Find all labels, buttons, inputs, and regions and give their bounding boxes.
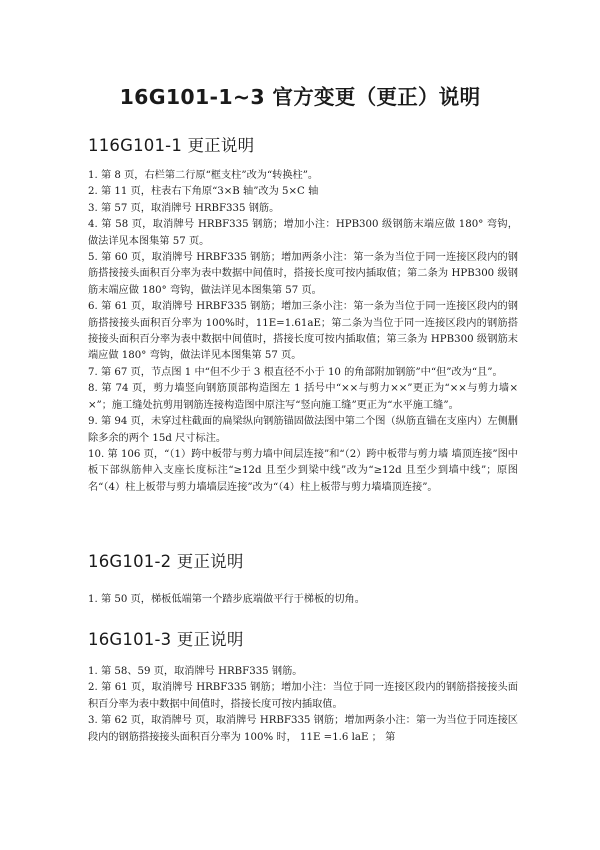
correction-item: 4. 第 58 页，取消牌号 HRBF335 钢筋；增加小注：HPB300 级钢筋末端应做 180° 弯钩，做法详见本图集第 57 页。 — [88, 219, 518, 247]
correction-item: 9. 第 94 页，未穿过柱截面的扁梁纵向钢筋锚固做法图中第二个图（纵筋直锚在支座内）左侧删除多余的两个 15d 尺寸标注。 — [88, 416, 518, 444]
correction-item: 1. 第 58、59 页，取消牌号 HRBF335 钢筋。 — [88, 666, 303, 677]
correction-item: 7. 第 67 页，节点图 1 中“但不少于 3 根直径不小于 10 的角部附加钢筋”中“但”改为“且”。 — [88, 366, 503, 378]
correction-list-16g101-3 — [88, 664, 518, 746]
correction-item: 3. 第 62 页，取消牌号 页，取消牌号 HRBF335 钢筋；增加两条小注：第一为当位于同连接区段内的钢筋搭接接头面积百分率为 100% 时， 11E =1.6 laE ； 第 — [88, 715, 518, 743]
section-heading-16g101-1: 116G101-1 更正说明 — [88, 136, 255, 155]
correction-item: 1. 第 50 页，梯板低端第一个踏步底端做平行于梯板的切角。 — [88, 594, 365, 605]
correction-item: 3. 第 57 页，取消牌号 HRBF335 钢筋。 — [88, 202, 280, 214]
correction-item: 2. 第 11 页，柱表右下角原“3×B 轴”改为 5×C 轴 — [88, 186, 319, 198]
section-heading-16g101-2: 16G101-2 更正说明 — [88, 552, 244, 571]
document-title: 16G101-1~3 官方变更（更正）说明 — [119, 85, 481, 109]
correction-item: 2. 第 61 页，取消牌号 HRBF335 钢筋；增加小注：当位于同一连接区段内的钢筋搭接接头面积百分率为表中数据中间值时，搭接长度可按内插取值。 — [88, 682, 518, 710]
correction-item: 8. 第 74 页，剪力墙竖向钢筋顶部构造图左 1 括号中“××与剪力××”更正为“××与剪力墙××”；施工缝处抗剪用钢筋连接构造图中原注写“竖向施工缝”更正为“水平施工缝”。 — [88, 383, 518, 411]
correction-item: 5. 第 60 页，取消牌号 HRBF335 钢筋；增加两条小注：第一条为当位于同一连接区段内的钢筋搭接接头面积百分率为表中数据中间值时，搭接长度可按内插取值；第二条为 HPB300 级钢筋末端应做 180° 弯钩，做法详见本图集第 57 页。 — [88, 252, 518, 296]
correction-list-16g101-2 — [88, 592, 518, 608]
correction-item: 6. 第 61 页，取消牌号 HRBF335 钢筋；增加三条小注：第一条为当位于同一连接区段内的钢筋搭接接头面积百分率为 100%时，11E=1.61aE；第二条为当位于同一连接区段内的钢筋搭接接头面积百分率为表中数据中间值时，搭接长度可按内插取值；第三条为 HPB300 级钢筋末端应做 180° 弯钩，做法详见本图集第 57 页。 — [88, 301, 518, 362]
correction-item: 10. 第 106 页，“（1）跨中板带与剪力墙中间层连接”和“（2）跨中板带与剪力墙 墙顶连接”图中板下部纵筋伸入支座长度标注“≥12d 且至少到梁中线”改为“≥12d 且至少到墙中线”；原图名“（4）柱上板带与剪力墙墙层连接”改为“（4）柱上板带与剪力墙墙顶连接”。 — [88, 448, 518, 493]
correction-item: 1. 第 8 页，右栏第二行原“框支柱”改为“转换柱”。 — [88, 170, 319, 181]
correction-list-16g101-1 — [88, 168, 518, 496]
section-heading-16g101-3: 16G101-3 更正说明 — [88, 630, 244, 649]
